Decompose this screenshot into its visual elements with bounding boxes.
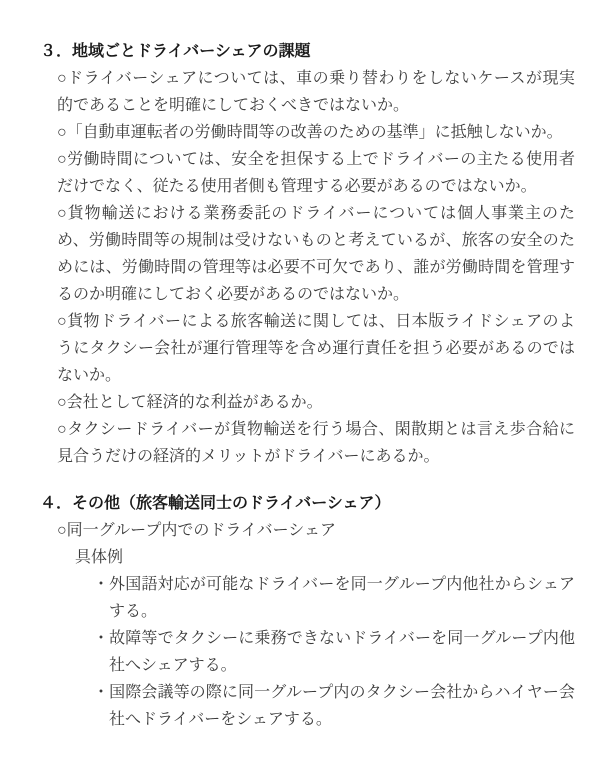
example-item: ・国際会議等の際に同一グループ内のタクシー会社からハイヤー会社へドライバーをシェアする。: [93, 684, 575, 728]
discussion-point: ○会社として経済的な利益があるか。: [57, 394, 323, 411]
section-4-heading: ４．その他（旅客輸送同士のドライバーシェア）: [40, 495, 391, 512]
discussion-point: ○同一グループ内でのドライバーシェア: [57, 522, 336, 539]
discussion-point: ○貨物輸送における業務委託のドライバーについては個人事業主のため、労働時間等の規制は受けないものと考えているが、旅客の安全のためには、労働時間の管理等は必要不可欠であり、誰が労働時間を管理するのか明確にしておく必要があるのではないか。: [57, 205, 575, 303]
section-3-heading: ３．地域ごとドライバーシェアの課題: [40, 43, 311, 60]
discussion-point: ○労働時間については、安全を担保する上でドライバーの主たる使用者だけでなく、従たる使用者側も管理する必要があるのではないか。: [57, 151, 575, 195]
discussion-point: ○ドライバーシェアについては、車の乗り替わりをしないケースが現実的であることを明確にしておくべきではないか。: [57, 70, 575, 114]
example-item: ・故障等でタクシーに乗務できないドライバーを同一グループ内他社へシェアする。: [93, 630, 575, 674]
example-item: ・外国語対応が可能なドライバーを同一グループ内他社からシェアする。: [93, 576, 575, 620]
discussion-point: ○貨物ドライバーによる旅客輸送に関しては、日本版ライドシェアのようにタクシー会社が運行管理等を含め運行責任を担う必要があるのではないか。: [57, 313, 575, 384]
discussion-point: ○タクシードライバーが貨物輸送を行う場合、閑散期とは言え歩合給に見合うだけの経済的メリットがドライバーにあるか。: [57, 421, 575, 465]
section-other-driver-share: [40, 490, 575, 733]
example-label: 具体例: [75, 549, 124, 566]
discussion-point: ○「自動車運転者の労働時間等の改善のための基準」に抵触しないか。: [57, 124, 563, 141]
section-regional-driver-share: [40, 38, 575, 470]
